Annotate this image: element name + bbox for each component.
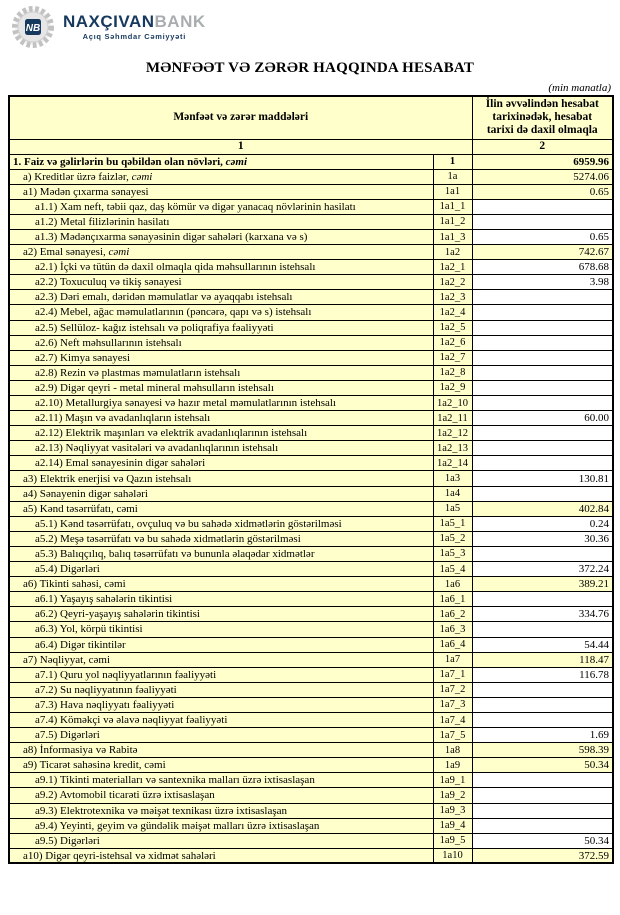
table-row bbox=[9, 471, 613, 486]
row-code: 1a9_4 bbox=[433, 818, 472, 833]
row-value bbox=[472, 305, 613, 320]
row-label: a2.6) Neft məhsullarının istehsalı bbox=[9, 335, 433, 350]
row-label: a2.13) Nəqliyyat vasitələri və avadanlıqlarının istehsalı bbox=[9, 441, 433, 456]
row-code: 1a5_3 bbox=[433, 546, 472, 561]
row-code: 1a9 bbox=[433, 758, 472, 773]
table-row bbox=[9, 607, 613, 622]
bank-monogram: NB bbox=[25, 23, 41, 34]
row-label: a5.4) Digərləri bbox=[9, 562, 433, 577]
row-code: 1a8 bbox=[433, 743, 472, 758]
row-code: 1a1 bbox=[433, 184, 472, 199]
table-row bbox=[9, 486, 613, 501]
table-row bbox=[9, 818, 613, 833]
table-row bbox=[9, 426, 613, 441]
row-value bbox=[472, 592, 613, 607]
table-row bbox=[9, 335, 613, 350]
row-code: 1 bbox=[433, 154, 472, 169]
table-row bbox=[9, 396, 613, 411]
row-value: 3.98 bbox=[472, 275, 613, 290]
row-code: 1a9_2 bbox=[433, 788, 472, 803]
row-label: a9.4) Yeyinti, geyim və gündəlik məişət malları üzrə ixtisaslaşan bbox=[9, 818, 433, 833]
row-code: 1a2_1 bbox=[433, 260, 472, 275]
row-code: 1a2_13 bbox=[433, 441, 472, 456]
row-value: 678.68 bbox=[472, 260, 613, 275]
row-label: a) Kreditlər üzrə faizlər, cəmi bbox=[9, 169, 433, 184]
table-row bbox=[9, 365, 613, 380]
row-value bbox=[472, 456, 613, 471]
row-code: 1a4 bbox=[433, 486, 472, 501]
row-code: 1a2_11 bbox=[433, 411, 472, 426]
table-row bbox=[9, 275, 613, 290]
row-label: a2.3) Dəri emalı, dəridən məmulatlar və ayaqqabı istehsalı bbox=[9, 290, 433, 305]
table-row bbox=[9, 743, 613, 758]
row-value: 6959.96 bbox=[472, 154, 613, 169]
bank-seal-icon bbox=[10, 4, 56, 50]
page-title: MƏNFƏƏT VƏ ZƏRƏR HAQQINDA HESABAT bbox=[145, 60, 475, 76]
row-code: 1a9_1 bbox=[433, 773, 472, 788]
profit-loss-table bbox=[8, 95, 614, 864]
row-value bbox=[472, 320, 613, 335]
row-value bbox=[472, 773, 613, 788]
table-row bbox=[9, 245, 613, 260]
row-code: 1a5_1 bbox=[433, 516, 472, 531]
row-value: 130.81 bbox=[472, 471, 613, 486]
table-row bbox=[9, 637, 613, 652]
row-code: 1a2_2 bbox=[433, 275, 472, 290]
row-label: a4) Sənayenin digər sahələri bbox=[9, 486, 433, 501]
row-value: 389.21 bbox=[472, 577, 613, 592]
items-column-number: 1 bbox=[9, 139, 472, 154]
row-code: 1a2_9 bbox=[433, 380, 472, 395]
brand-name-primary: NAXÇIVAN bbox=[63, 12, 155, 31]
row-code: 1a9_3 bbox=[433, 803, 472, 818]
table-row bbox=[9, 833, 613, 848]
row-label: a2.12) Elektrik maşınları və elektrik avadanlıqlarının istehsalı bbox=[9, 426, 433, 441]
row-value: 0.65 bbox=[472, 229, 613, 244]
row-code: 1a2_3 bbox=[433, 290, 472, 305]
table-row bbox=[9, 516, 613, 531]
row-label: a6.2) Qeyri-yaşayış sahələrin tikintisi bbox=[9, 607, 433, 622]
table-row bbox=[9, 773, 613, 788]
table-row bbox=[9, 546, 613, 561]
table-row bbox=[9, 154, 613, 169]
row-code: 1a1_1 bbox=[433, 199, 472, 214]
row-code: 1a7_5 bbox=[433, 728, 472, 743]
row-label: a7.3) Hava nəqliyyatı fəaliyyəti bbox=[9, 697, 433, 712]
row-value bbox=[472, 546, 613, 561]
row-label: a8) İnformasiya və Rabitə bbox=[9, 743, 433, 758]
row-value bbox=[472, 818, 613, 833]
items-column-header: Mənfəət və zərər maddələri bbox=[9, 96, 472, 139]
table-row bbox=[9, 531, 613, 546]
row-code: 1a5_4 bbox=[433, 562, 472, 577]
row-code: 1a2_6 bbox=[433, 335, 472, 350]
row-value: 334.76 bbox=[472, 607, 613, 622]
row-value: 402.84 bbox=[472, 501, 613, 516]
row-value bbox=[472, 803, 613, 818]
row-label: a1.3) Mədənçıxarma sənayəsinin digər sahələri (karxana və s) bbox=[9, 229, 433, 244]
row-label: a5.2) Meşə təsərrüfatı və bu sahədə xidmətlərin göstərilməsi bbox=[9, 531, 433, 546]
table-row bbox=[9, 214, 613, 229]
table-row bbox=[9, 169, 613, 184]
table-row bbox=[9, 229, 613, 244]
row-code: 1a5_2 bbox=[433, 531, 472, 546]
row-value: 372.59 bbox=[472, 848, 613, 863]
row-value: 598.39 bbox=[472, 743, 613, 758]
row-label: a1.2) Metal filizlərinin hasilatı bbox=[9, 214, 433, 229]
row-code: 1a2_10 bbox=[433, 396, 472, 411]
table-row bbox=[9, 652, 613, 667]
table-row bbox=[9, 758, 613, 773]
row-code: 1a2 bbox=[433, 245, 472, 260]
row-value: 1.69 bbox=[472, 728, 613, 743]
row-value bbox=[472, 682, 613, 697]
row-label: a2.14) Emal sənayesinin digər sahələri bbox=[9, 456, 433, 471]
row-label: a9.2) Avtomobil ticarəti üzrə ixtisaslaşan bbox=[9, 788, 433, 803]
row-value bbox=[472, 486, 613, 501]
row-value: 54.44 bbox=[472, 637, 613, 652]
row-label: a5.1) Kənd təsərrüfatı, ovçuluq və bu sahədə xidmətlərin göstərilməsi bbox=[9, 516, 433, 531]
row-value: 118.47 bbox=[472, 652, 613, 667]
table-row bbox=[9, 712, 613, 727]
table-header-row bbox=[9, 96, 613, 139]
table-row bbox=[9, 682, 613, 697]
row-code: 1a10 bbox=[433, 848, 472, 863]
row-label: a2) Emal sənayesi, cəmi bbox=[9, 245, 433, 260]
row-code: 1a6 bbox=[433, 577, 472, 592]
row-value: 372.24 bbox=[472, 562, 613, 577]
table-row bbox=[9, 441, 613, 456]
row-label: a1) Mədən çıxarma sənayesi bbox=[9, 184, 433, 199]
brand-subtitle: Açıq Səhmdar Cəmiyyəti bbox=[82, 32, 186, 41]
row-code: 1a7_1 bbox=[433, 667, 472, 682]
row-label: a7) Nəqliyyat, cəmi bbox=[9, 652, 433, 667]
row-value bbox=[472, 365, 613, 380]
row-code: 1a7_2 bbox=[433, 682, 472, 697]
row-label: a1.1) Xam neft, təbii qaz, daş kömür və digər yanacaq növlərinin hasilatı bbox=[9, 199, 433, 214]
table-row bbox=[9, 592, 613, 607]
table-row bbox=[9, 199, 613, 214]
row-label: 1. Faiz və gəlirlərin bu qəbildən olan növləri, cəmi bbox=[9, 154, 433, 169]
bank-brand bbox=[63, 13, 206, 41]
row-code: 1a6_4 bbox=[433, 637, 472, 652]
row-value bbox=[472, 380, 613, 395]
row-value bbox=[472, 199, 613, 214]
row-code: 1a6_3 bbox=[433, 622, 472, 637]
table-row bbox=[9, 456, 613, 471]
row-label: a7.4) Köməkçi və əlavə nəqliyyat fəaliyyəti bbox=[9, 712, 433, 727]
row-label: a6.4) Digər tikintilər bbox=[9, 637, 433, 652]
row-label: a7.5) Digərləri bbox=[9, 728, 433, 743]
table-row bbox=[9, 728, 613, 743]
table-row bbox=[9, 562, 613, 577]
row-value: 0.65 bbox=[472, 184, 613, 199]
table-row bbox=[9, 622, 613, 637]
row-label: a2.2) Toxuculuq və tikiş sənayesi bbox=[9, 275, 433, 290]
row-code: 1a2_14 bbox=[433, 456, 472, 471]
row-label: a2.10) Metallurgiya sənayesi və hazır metal məmulatlarının istehsalı bbox=[9, 396, 433, 411]
row-label: a2.4) Mebel, ağac məmulatlarının (pəncərə, qapı və s) istehsalı bbox=[9, 305, 433, 320]
row-label: a5.3) Balıqçılıq, balıq təsərrüfatı və bununla əlaqədar xidmətlər bbox=[9, 546, 433, 561]
row-value bbox=[472, 214, 613, 229]
table-row bbox=[9, 803, 613, 818]
row-value bbox=[472, 788, 613, 803]
table-row bbox=[9, 380, 613, 395]
row-value bbox=[472, 712, 613, 727]
row-value: 60.00 bbox=[472, 411, 613, 426]
row-value bbox=[472, 350, 613, 365]
row-code: 1a7_3 bbox=[433, 697, 472, 712]
row-code: 1a6_1 bbox=[433, 592, 472, 607]
row-label: a6.1) Yaşayış sahələrin tikintisi bbox=[9, 592, 433, 607]
row-value: 30.36 bbox=[472, 531, 613, 546]
row-label: a2.9) Digər qeyri - metal mineral məhsulların istehsalı bbox=[9, 380, 433, 395]
row-code: 1a2_5 bbox=[433, 320, 472, 335]
row-code: 1a1_2 bbox=[433, 214, 472, 229]
row-value bbox=[472, 441, 613, 456]
row-value bbox=[472, 290, 613, 305]
row-code: 1a7 bbox=[433, 652, 472, 667]
table-body bbox=[9, 154, 613, 863]
column-number-row bbox=[9, 139, 613, 154]
row-label: a2.7) Kimya sənayesi bbox=[9, 350, 433, 365]
row-code: 1a1_3 bbox=[433, 229, 472, 244]
table-row bbox=[9, 577, 613, 592]
row-label: a3) Elektrik enerjisi və Qazın istehsalı bbox=[9, 471, 433, 486]
row-code: 1a2_4 bbox=[433, 305, 472, 320]
table-row bbox=[9, 320, 613, 335]
unit-note: (min manatla) bbox=[548, 82, 611, 94]
row-label: a6) Tikinti sahəsi, cəmi bbox=[9, 577, 433, 592]
row-value bbox=[472, 622, 613, 637]
row-label: a2.11) Maşın və avadanlıqların istehsalı bbox=[9, 411, 433, 426]
row-label: a9.5) Digərləri bbox=[9, 833, 433, 848]
row-value bbox=[472, 396, 613, 411]
row-value: 5274.06 bbox=[472, 169, 613, 184]
row-value: 50.34 bbox=[472, 758, 613, 773]
row-value: 0.24 bbox=[472, 516, 613, 531]
table-row bbox=[9, 697, 613, 712]
row-code: 1a2_7 bbox=[433, 350, 472, 365]
row-label: a10) Digər qeyri-istehsal və xidmət sahələri bbox=[9, 848, 433, 863]
value-column-header: İlin əvvəlindən hesabat tarixinədək, hesabat tarixi də daxil olmaqla bbox=[472, 96, 613, 139]
row-label: a2.8) Rezin və plastmas məmulatların istehsalı bbox=[9, 365, 433, 380]
table-row bbox=[9, 848, 613, 863]
table-row bbox=[9, 788, 613, 803]
brand-name-secondary: BANK bbox=[154, 12, 206, 31]
value-column-number: 2 bbox=[472, 139, 613, 154]
row-value bbox=[472, 335, 613, 350]
table-row bbox=[9, 290, 613, 305]
row-label: a6.3) Yol, körpü tikintisi bbox=[9, 622, 433, 637]
row-value bbox=[472, 426, 613, 441]
row-value: 116.78 bbox=[472, 667, 613, 682]
table-row bbox=[9, 501, 613, 516]
row-code: 1a2_12 bbox=[433, 426, 472, 441]
row-code: 1a9_5 bbox=[433, 833, 472, 848]
row-label: a7.1) Quru yol nəqliyyatlarının fəaliyyəti bbox=[9, 667, 433, 682]
row-code: 1a6_2 bbox=[433, 607, 472, 622]
row-value bbox=[472, 697, 613, 712]
table-row bbox=[9, 350, 613, 365]
table-row bbox=[9, 667, 613, 682]
table-row bbox=[9, 411, 613, 426]
row-label: a2.5) Sellüloz- kağız istehsalı və poliqrafiya fəaliyyəti bbox=[9, 320, 433, 335]
row-code: 1a5 bbox=[433, 501, 472, 516]
table-row bbox=[9, 184, 613, 199]
row-value: 50.34 bbox=[472, 833, 613, 848]
row-code: 1a bbox=[433, 169, 472, 184]
row-code: 1a3 bbox=[433, 471, 472, 486]
row-label: a2.1) İçki və tütün də daxil olmaqla qida məhsullarının istehsalı bbox=[9, 260, 433, 275]
row-label: a7.2) Su nəqliyyatının fəaliyyəti bbox=[9, 682, 433, 697]
table-row bbox=[9, 260, 613, 275]
row-value: 742.67 bbox=[472, 245, 613, 260]
row-code: 1a2_8 bbox=[433, 365, 472, 380]
row-label: a9.3) Elektrotexnika və məişət texnikası üzrə ixtisaslaşan bbox=[9, 803, 433, 818]
row-label: a5) Kənd təsərrüfatı, cəmi bbox=[9, 501, 433, 516]
bank-logo bbox=[0, 0, 620, 50]
table-row bbox=[9, 305, 613, 320]
row-label: a9.1) Tikinti materialları və santexnika malları üzrə ixtisaslaşan bbox=[9, 773, 433, 788]
row-label: a9) Ticarət sahəsinə kredit, cəmi bbox=[9, 758, 433, 773]
row-code: 1a7_4 bbox=[433, 712, 472, 727]
